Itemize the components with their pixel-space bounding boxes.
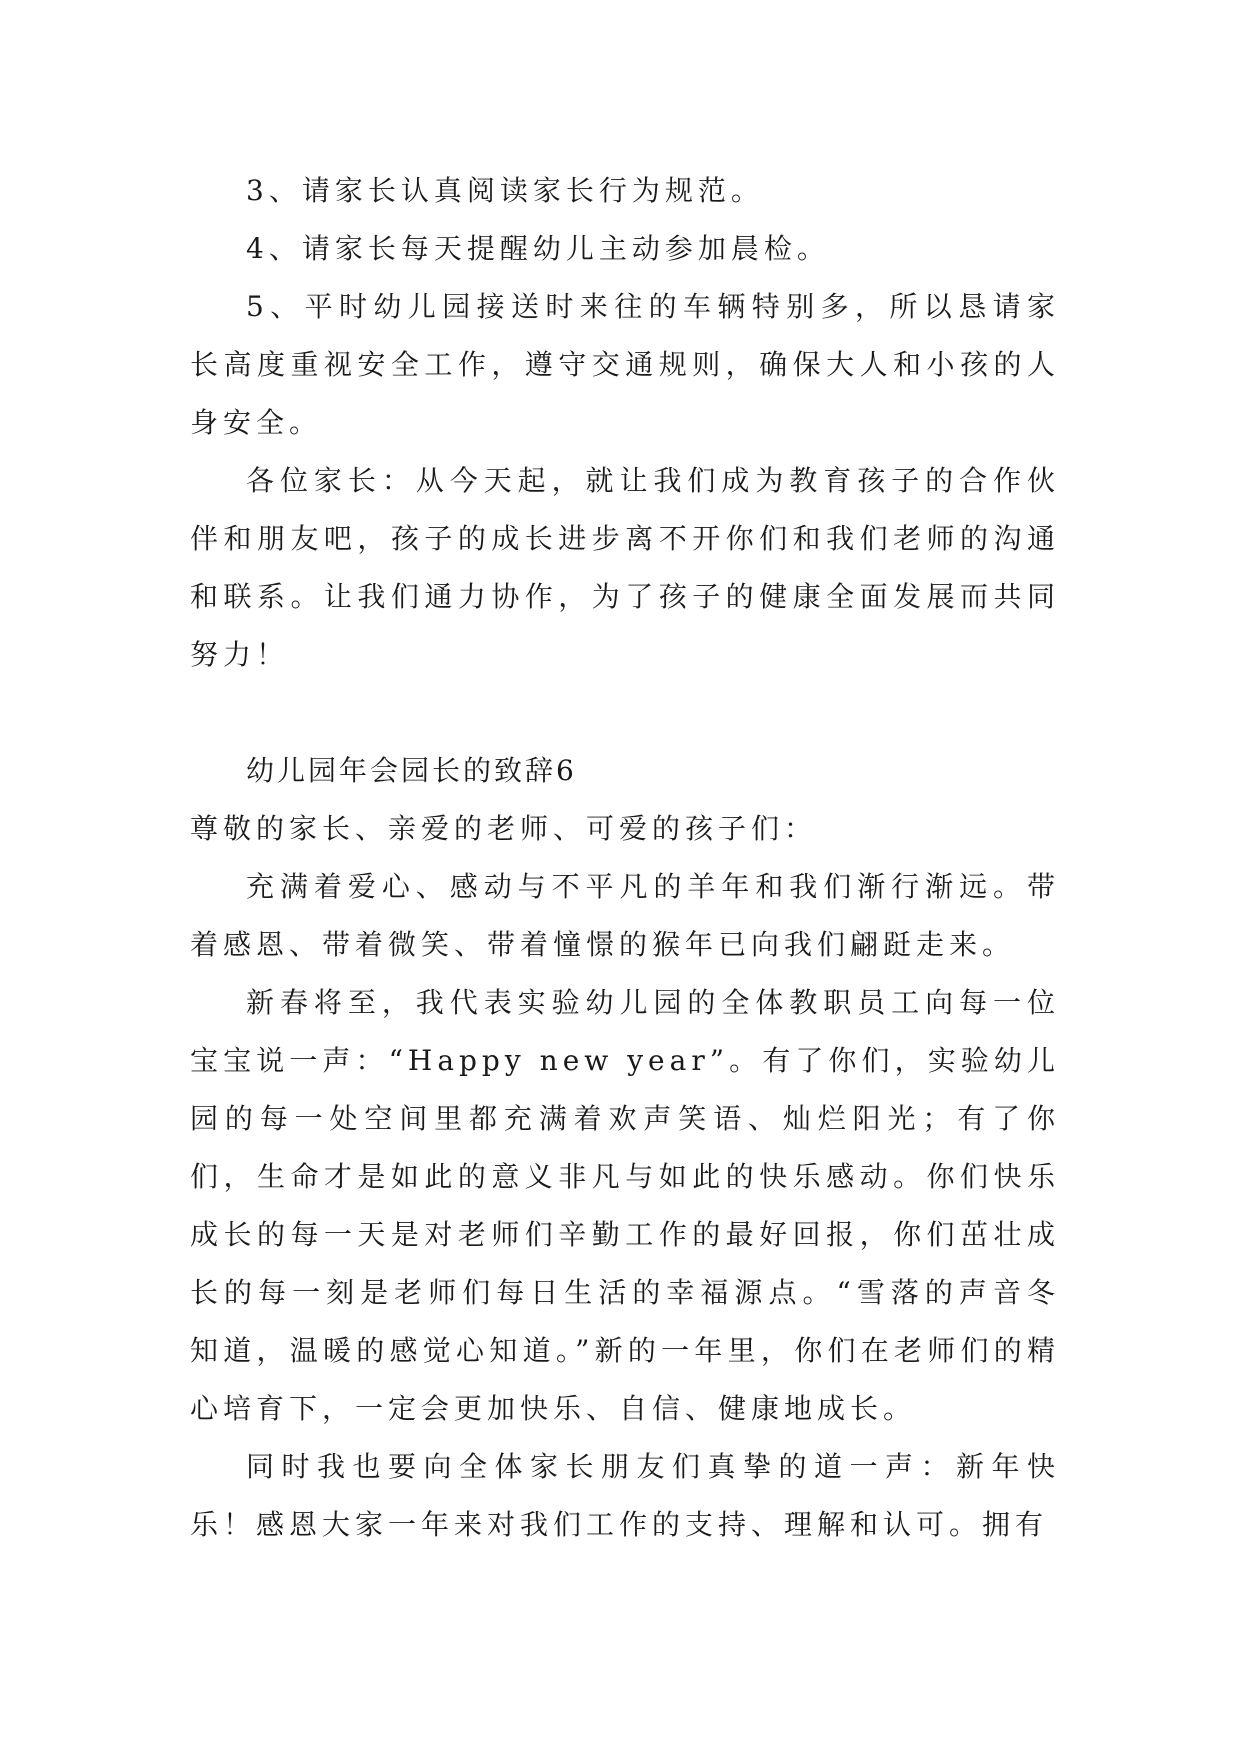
document-body [190,162,1060,1554]
section-heading: 幼儿园年会园长的致辞6 [246,754,577,787]
paragraph-greeting-parents: 同时我也要向全体家长朋友们真挚的道一声：新年快乐！感恩大家一年来对我们工作的支持、理解和认可。拥有 [190,1450,1060,1541]
paragraph-new-year-intro: 充满着爱心、感动与不平凡的羊年和我们渐行渐远。带着感恩、带着微笑、带着憧憬的猴年已向我们翩跹走来。 [190,870,1060,961]
section-gap [190,684,1060,742]
paragraph-item-5: 5、平时幼儿园接送时来往的车辆特别多，所以恳请家长高度重视安全工作，遵守交通规则，确保大人和小孩的人身安全。 [190,290,1060,439]
paragraph-greeting-children: 新春将至，我代表实验幼儿园的全体教职员工向每一位宝宝说一声：“Happy new year”。有了你们，实验幼儿园的每一处空间里都充满着欢声笑语、灿烂阳光；有了你们，生命才是如此的意义非凡与如此的快乐感动。你们快乐成长的每一天是对老师们辛勤工作的最好回报，你们茁壮成长的每一刻是老师们每日生活的幸福源点。“雪落的声音冬知道，温暖的感觉心知道。”新的一年里，你们在老师们的精心培育下，一定会更加快乐、自信、健康地成长。 [190,986,1060,1425]
paragraph-closing-remarks: 各位家长：从今天起，就让我们成为教育孩子的合作伙伴和朋友吧，孩子的成长进步离不开你们和我们老师的沟通和联系。让我们通力协作，为了孩子的健康全面发展而共同努力！ [190,464,1060,671]
salutation: 尊敬的家长、亲爱的老师、可爱的孩子们： [190,812,818,845]
paragraph-item-4: 4、请家长每天提醒幼儿主动参加晨检。 [246,232,830,265]
paragraph-item-3: 3、请家长认真阅读家长行为规范。 [246,174,764,207]
